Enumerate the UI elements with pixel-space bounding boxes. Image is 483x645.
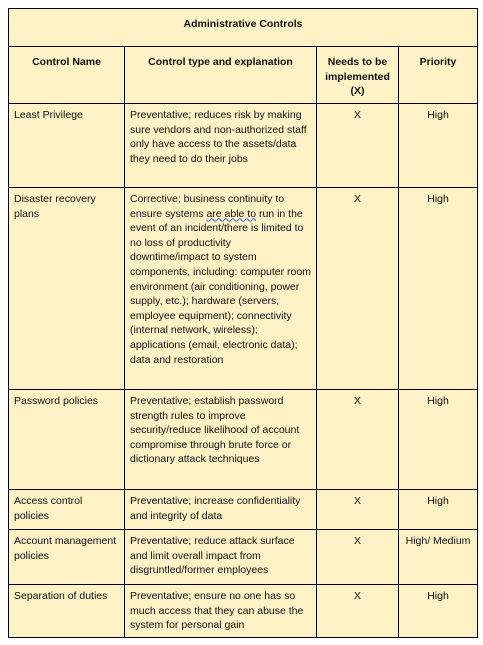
implemented-mark-cell: X	[317, 490, 399, 530]
control-explanation-cell: Preventative; increase confidentiality and integrity of data	[125, 490, 317, 530]
control-explanation-cell: Preventative; reduce attack surface and limit overall impact from disgruntled/former employees	[125, 530, 317, 585]
table-row	[9, 490, 478, 530]
priority-cell: High	[399, 490, 478, 530]
spellcheck-flagged-text[interactable]: are able to	[206, 207, 257, 220]
priority-cell: High	[399, 104, 478, 188]
implemented-mark-cell: X	[317, 390, 399, 490]
control-explanation-cell: Preventative; reduces risk by making sure vendors and non-authorized staff only have access to the assets/data they need to do their jobs	[125, 104, 317, 188]
explanation-text-before: Corrective; business continuity to ensure systems	[130, 193, 285, 220]
table-row	[9, 585, 478, 638]
header-priority: Priority	[399, 47, 478, 104]
implemented-mark-cell: X	[317, 585, 399, 638]
table-title: Administrative Controls	[9, 9, 478, 47]
priority-cell: High	[399, 585, 478, 638]
control-explanation-cell: Preventative; ensure no one has so much access that they can abuse the system for personal gain	[125, 585, 317, 638]
priority-cell: High/ Medium	[399, 530, 478, 585]
control-name-cell: Disaster recovery plans	[9, 188, 125, 390]
priority-cell: High	[399, 390, 478, 490]
implemented-mark-cell: X	[317, 104, 399, 188]
table-row	[9, 390, 478, 490]
control-explanation-cell: Preventative; establish password strength rules to improve security/reduce likelihood of account compromise through brute force or dictionary attack techniques	[125, 390, 317, 490]
control-name-cell: Least Privilege	[9, 104, 125, 188]
table-row	[9, 188, 478, 390]
control-name-cell: Access control policies	[9, 490, 125, 530]
table-header-row	[9, 47, 478, 104]
priority-cell: High	[399, 188, 478, 390]
control-explanation-cell	[125, 188, 317, 390]
table-row	[9, 104, 478, 188]
control-name-cell: Password policies	[9, 390, 125, 490]
implemented-mark-cell: X	[317, 530, 399, 585]
administrative-controls-table	[8, 8, 478, 638]
implemented-mark-cell: X	[317, 188, 399, 390]
control-name-cell: Account management policies	[9, 530, 125, 585]
explanation-text-after: run in the event of an incident/there is limited to no loss of productivity downtime/impact to system components, including: computer room environment (air conditioning, power supply, etc.); hardware (servers, employee equipment); connectivity (internal network, wireless); applications (email, electronic data); data and restoration	[130, 207, 311, 366]
table-title-row	[9, 9, 478, 47]
table-row	[9, 530, 478, 585]
header-control-type: Control type and explanation	[125, 47, 317, 104]
control-name-cell: Separation of duties	[9, 585, 125, 638]
header-control-name: Control Name	[9, 47, 125, 104]
header-implemented: Needs to be implemented (X)	[317, 47, 399, 104]
